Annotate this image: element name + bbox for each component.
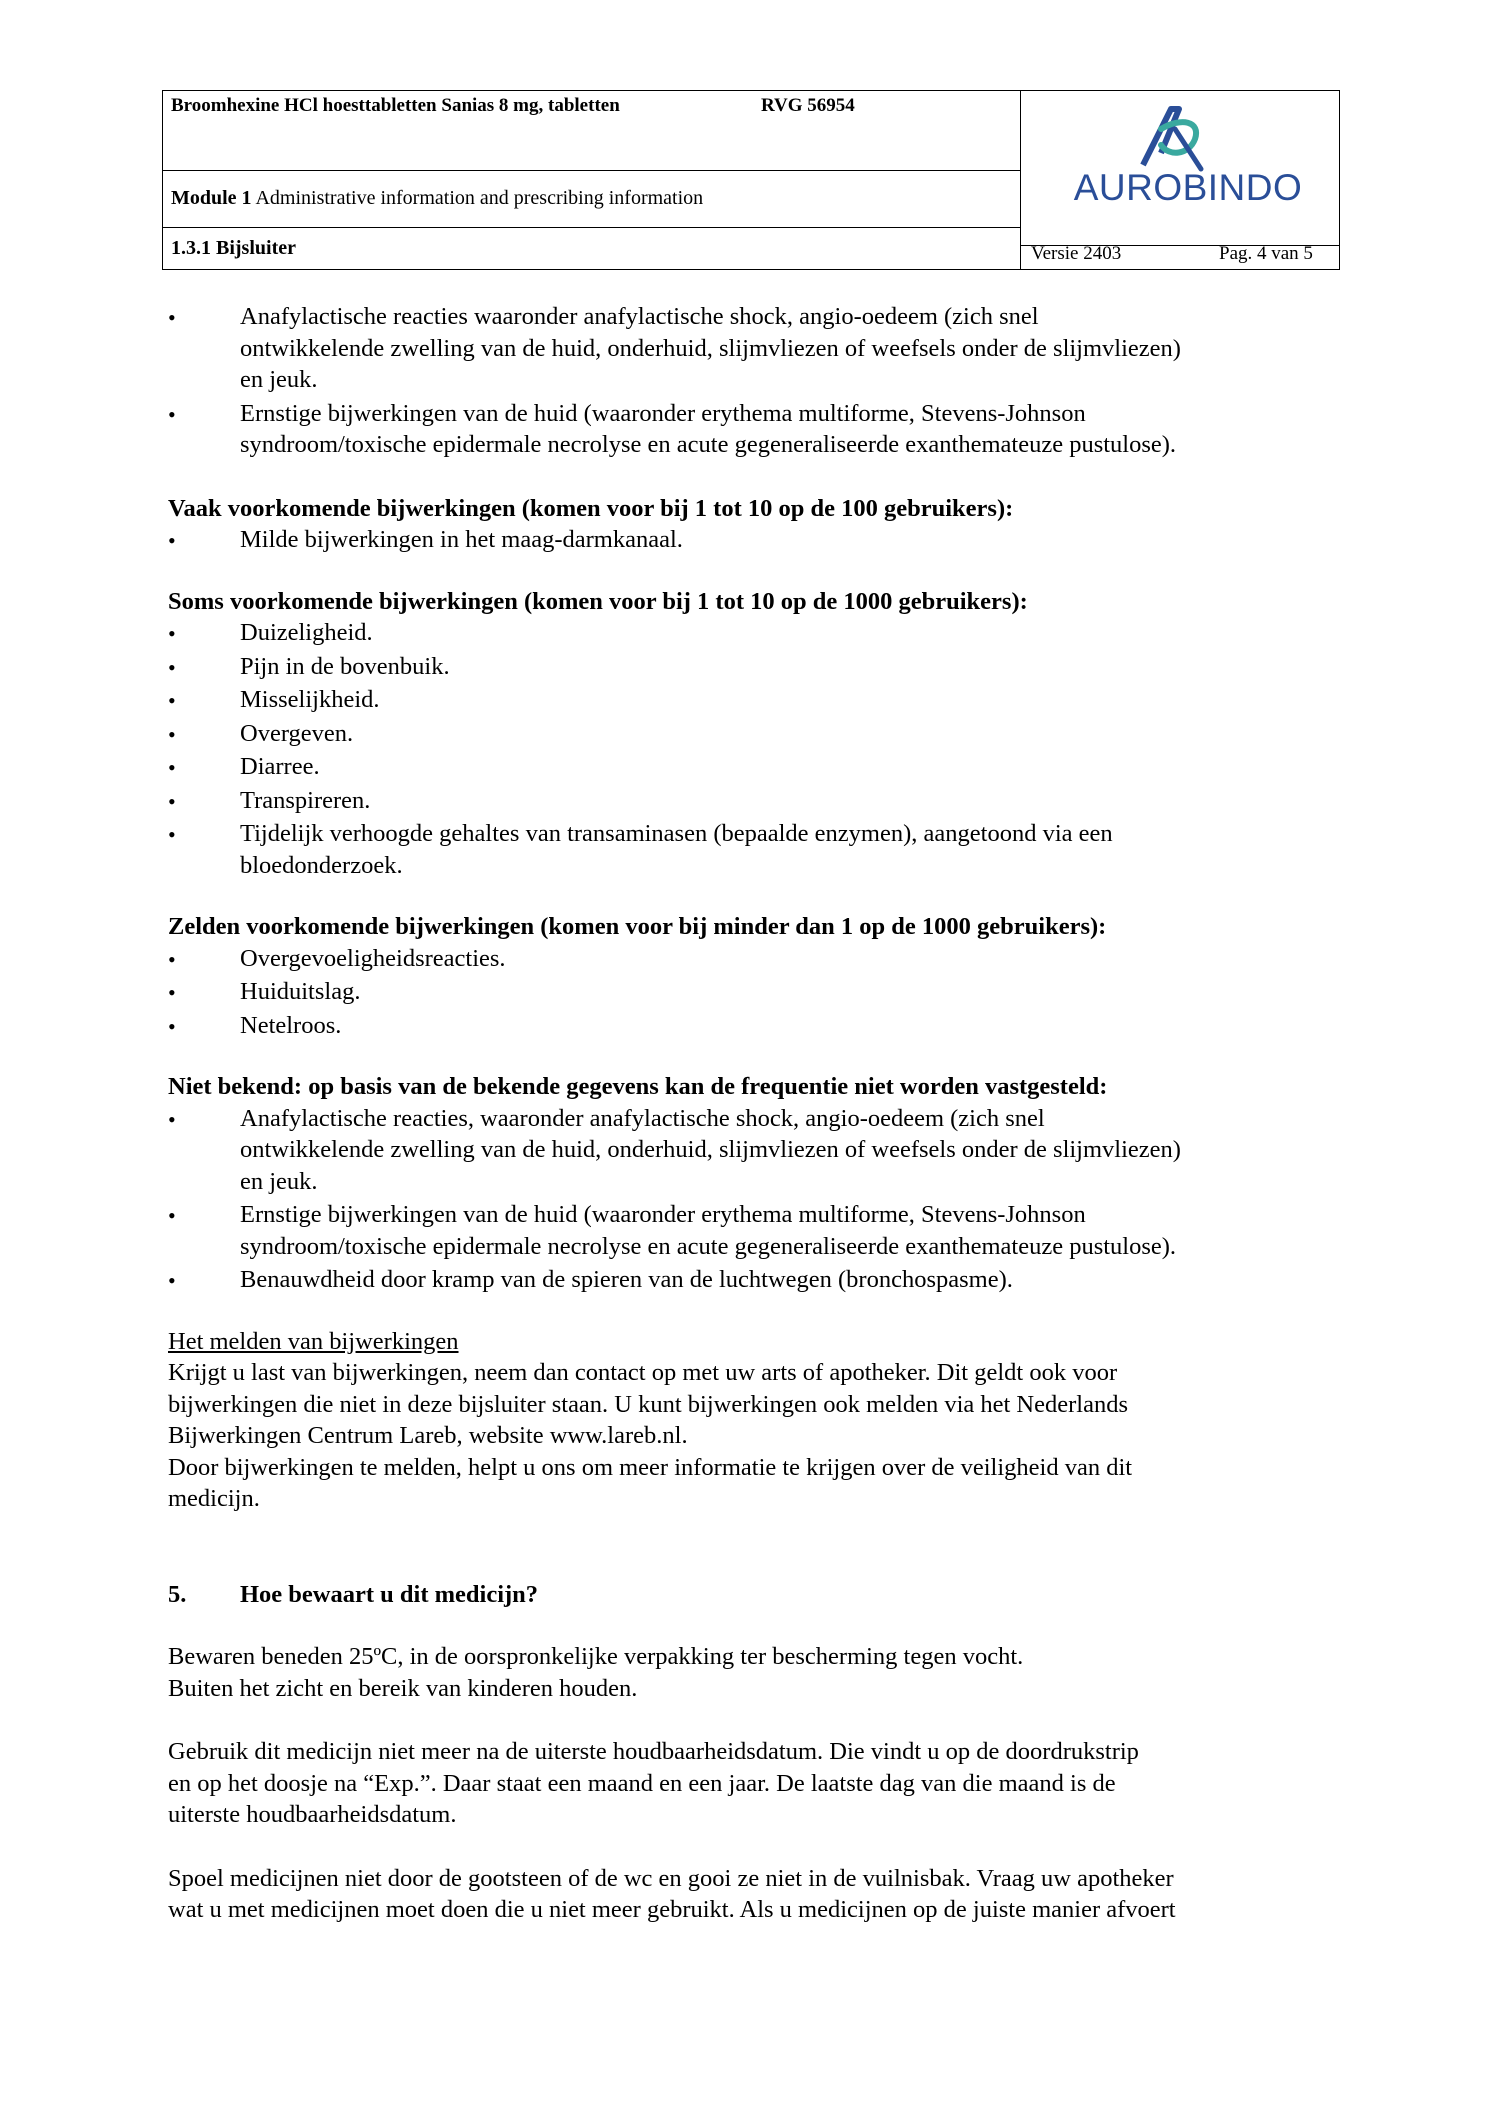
- product-title: Broomhexine HCl hoesttabletten Sanias 8 mg, tabletten: [171, 95, 620, 116]
- list-item-text: syndroom/toxische epidermale necrolyse en acute gegeneraliseerde exanthemateuze pustulose).: [240, 1232, 1177, 1260]
- bullet-icon: •: [168, 788, 176, 814]
- section-number: 5.: [168, 1580, 187, 1608]
- list-item-text: Benauwdheid door kramp van de spieren van de luchtwegen (bronchospasme).: [240, 1266, 1013, 1293]
- paragraph-line: Door bijwerkingen te melden, helpt u ons om meer informatie te krijgen over de veiligheid van dit: [168, 1453, 1133, 1481]
- list-item-text: Pijn in de bovenbuik.: [240, 652, 450, 680]
- bullet-icon: •: [168, 528, 176, 553]
- list-item-text: Anafylactische reacties, waaronder anafylactische shock, angio-oedeem (zich snel: [240, 1104, 1045, 1132]
- paragraph-line: Bijwerkingen Centrum Lareb, website www.lareb.nl.: [168, 1422, 688, 1449]
- section-title: Hoe bewaart u dit medicijn?: [240, 1580, 539, 1608]
- list-item-text: Huiduitslag.: [240, 978, 361, 1005]
- bullet-icon: •: [168, 721, 176, 747]
- section-heading: Niet bekend: op basis van de bekende gegevens kan de frequentie niet worden vastgesteld:: [168, 1073, 1108, 1100]
- bullet-icon: •: [168, 1106, 176, 1132]
- paragraph-line: Buiten het zicht en bereik van kinderen houden.: [168, 1674, 638, 1702]
- aurobindo-logo-text: AUROBINDO: [1073, 167, 1303, 208]
- list-item-text: en jeuk.: [240, 1167, 318, 1195]
- bullet-icon: •: [168, 980, 176, 1005]
- list-item-text: Overgeven.: [240, 719, 354, 747]
- list-item-text: Diarree.: [240, 753, 320, 780]
- reporting-heading: Het melden van bijwerkingen: [168, 1327, 459, 1355]
- paragraph-line: medicijn.: [168, 1485, 260, 1512]
- list-item-text: Overgevoeligheidsreacties.: [240, 944, 506, 972]
- bullet-icon: •: [168, 654, 176, 680]
- section-heading: Zelden voorkomende bijwerkingen (komen voor bij minder dan 1 op de 1000 gebruikers):: [168, 913, 1107, 940]
- bullet-icon: •: [168, 1013, 176, 1039]
- list-item-text: ontwikkelende zwelling van de huid, onderhuid, slijmvliezen of weefsels onder de slijmvliezen): [240, 334, 1181, 362]
- version-label: Versie 2403: [1031, 243, 1122, 264]
- paragraph-line: Gebruik dit medicijn niet meer na de uiterste houdbaarheidsdatum. Die vindt u op de doordrukstrip: [168, 1738, 1139, 1765]
- bullet-icon: •: [168, 1203, 176, 1228]
- document-header: [162, 90, 1340, 270]
- paragraph-line: Krijgt u last van bijwerkingen, neem dan contact op met uw arts of apotheker. Dit geldt ook voor: [168, 1359, 1118, 1386]
- section-heading: Vaak voorkomende bijwerkingen (komen voor bij 1 tot 10 op de 100 gebruikers):: [168, 494, 1014, 522]
- paragraph-line: bijwerkingen die niet in deze bijsluiter staan. U kunt bijwerkingen ook melden via het Nederlands: [168, 1390, 1128, 1418]
- paragraph-line: Bewaren beneden 25ºC, in de oorspronkelijke verpakking ter bescherming tegen vocht.: [168, 1643, 1024, 1670]
- list-item-text: Ernstige bijwerkingen van de huid (waaronder erythema multiforme, Stevens-Johnson: [240, 1201, 1086, 1228]
- list-item-text: Misselijkheid.: [240, 686, 380, 713]
- list-item-text: Milde bijwerkingen in het maag-darmkanaal.: [240, 526, 683, 553]
- list-item-text: Duizeligheid.: [240, 619, 373, 646]
- section-heading: Soms voorkomende bijwerkingen (komen voor bij 1 tot 10 op de 1000 gebruikers):: [168, 587, 1028, 615]
- list-item-text: Ernstige bijwerkingen van de huid (waaronder erythema multiforme, Stevens-Johnson: [240, 399, 1086, 427]
- list-item-text: en jeuk.: [240, 366, 318, 393]
- bullet-icon: •: [168, 401, 176, 427]
- module-label: Module 1 Administrative information and prescribing information: [171, 187, 704, 209]
- list-item-text: Netelroos.: [240, 1011, 342, 1039]
- list-item-text: syndroom/toxische epidermale necrolyse en acute gegeneraliseerde exanthemateuze pustulose).: [240, 431, 1177, 458]
- paragraph-line: uiterste houdbaarheidsdatum.: [168, 1801, 457, 1828]
- page-number: Pag. 4 van 5: [1219, 243, 1313, 264]
- paragraph-line: wat u met medicijnen moet doen die u niet meer gebruikt. Als u medicijnen op de juiste manier afvoert: [168, 1896, 1176, 1923]
- bullet-icon: •: [168, 946, 176, 972]
- bullet-icon: •: [168, 621, 176, 646]
- paragraph-line: en op het doosje na “Exp.”. Daar staat een maand en een jaar. De laatste dag van die maand is de: [168, 1769, 1116, 1797]
- list-item-text: ontwikkelende zwelling van de huid, onderhuid, slijmvliezen of weefsels onder de slijmvliezen): [240, 1136, 1181, 1163]
- bullet-icon: •: [168, 688, 176, 713]
- rvg-number: RVG 56954: [761, 95, 855, 116]
- bullet-icon: •: [168, 1268, 176, 1293]
- bullet-icon: •: [168, 822, 176, 847]
- list-item-text: Tijdelijk verhoogde gehaltes van transaminasen (bepaalde enzymen), aangetoond via een: [240, 820, 1113, 847]
- bullet-icon: •: [168, 755, 176, 780]
- list-item-text: Anafylactische reacties waaronder anafylactische shock, angio-oedeem (zich snel: [240, 303, 1039, 330]
- list-item-text: Transpireren.: [240, 786, 371, 814]
- list-item-text: bloedonderzoek.: [240, 851, 403, 879]
- paragraph-line: Spoel medicijnen niet door de gootsteen of de wc en gooi ze niet in de vuilnisbak. Vraag uw apotheker: [168, 1864, 1174, 1892]
- section-label: 1.3.1 Bijsluiter: [171, 237, 296, 259]
- bullet-icon: •: [168, 305, 176, 330]
